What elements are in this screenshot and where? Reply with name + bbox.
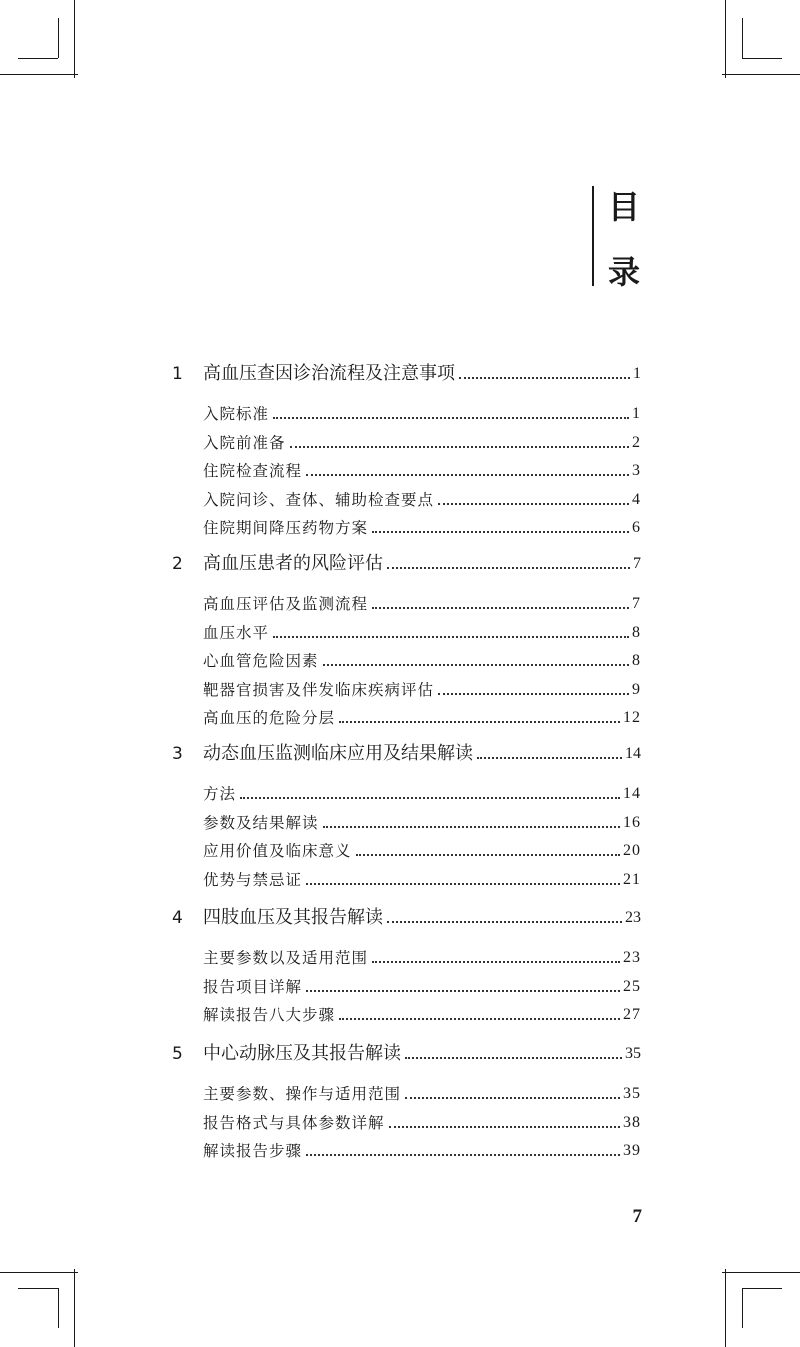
section-title: 住院期间降压药物方案: [203, 519, 369, 537]
section-line: [203, 400, 641, 428]
toc-section-entry[interactable]: [0, 944, 800, 972]
toc-section-entry[interactable]: [0, 837, 800, 865]
section-title: 解读报告八大步骤: [203, 1006, 336, 1024]
section-page-number: 1: [632, 405, 641, 422]
section-page-number: 23: [623, 949, 641, 966]
section-page-number: 39: [623, 1142, 641, 1159]
chapter-number: 5: [172, 1044, 183, 1064]
toc-section-entry[interactable]: [0, 429, 800, 457]
page-title-char-2: 录: [607, 253, 640, 291]
section-line: [203, 647, 641, 675]
section-page-number: 20: [623, 842, 641, 859]
leader-dots: [372, 607, 629, 609]
chapter-title: 动态血压监测临床应用及结果解读: [203, 743, 473, 764]
page-title-char-1: 目: [607, 188, 640, 226]
section-page-number: 8: [632, 652, 641, 669]
section-line: [203, 514, 641, 542]
section-page-number: 21: [623, 870, 641, 888]
section-line: [203, 780, 641, 808]
chapter-line: [203, 360, 641, 388]
section-page-number: 3: [632, 462, 641, 479]
page-number: 7: [632, 1206, 642, 1227]
section-title: 入院标准: [203, 405, 270, 423]
section-line: [203, 457, 641, 485]
chapter-number: 3: [172, 744, 183, 764]
section-line: [203, 1109, 641, 1137]
section-title: 入院前准备: [203, 433, 286, 452]
section-line: [203, 676, 641, 704]
section-line: [203, 1137, 641, 1165]
chapter-page-number: 35: [625, 1045, 641, 1062]
leader-dots: [240, 797, 620, 799]
chapter-line: [203, 740, 641, 768]
section-line: [203, 1001, 641, 1029]
leader-dots: [306, 474, 629, 476]
title-rule: [592, 186, 594, 286]
leader-dots: [306, 883, 620, 885]
leader-dots: [459, 377, 630, 379]
toc-section-entry[interactable]: [0, 676, 800, 704]
chapter-line: [203, 550, 641, 578]
leader-dots: [273, 417, 629, 419]
chapter-title: 中心动脉压及其报告解读: [203, 1043, 401, 1064]
section-page-number: 38: [623, 1113, 641, 1131]
section-title: 靶器官损害及伴发临床疾病评估: [203, 680, 435, 699]
section-title: 主要参数、操作与适用范围: [203, 1085, 402, 1103]
section-line: [203, 429, 641, 457]
leader-dots: [306, 1154, 620, 1156]
leader-dots: [339, 721, 620, 723]
toc-section-entry[interactable]: [0, 704, 800, 732]
section-page-number: 8: [632, 623, 641, 641]
section-page-number: 9: [632, 680, 641, 698]
section-page-number: 2: [632, 433, 641, 451]
chapter-line: [203, 1040, 641, 1068]
chapter-page-number: 7: [633, 555, 641, 572]
toc-section-entry[interactable]: [0, 866, 800, 894]
section-title: 入院问诊、查体、辅助检查要点: [203, 490, 435, 509]
section-line: [203, 866, 641, 894]
toc-chapter-entry[interactable]: [0, 740, 800, 768]
toc-section-entry[interactable]: [0, 619, 800, 647]
section-line: [203, 704, 641, 732]
toc-section-entry[interactable]: [0, 1080, 800, 1108]
leader-dots: [405, 1057, 622, 1059]
section-title: 参数及结果解读: [203, 813, 319, 832]
chapter-number: 1: [172, 364, 183, 384]
section-line: [203, 590, 641, 618]
section-page-number: 16: [623, 813, 641, 831]
toc-section-entry[interactable]: [0, 1137, 800, 1165]
leader-dots: [339, 1018, 620, 1020]
chapter-number: 2: [172, 554, 183, 574]
chapter-title: 四肢血压及其报告解读: [203, 907, 383, 928]
section-page-number: 4: [632, 490, 641, 508]
toc-section-entry[interactable]: [0, 590, 800, 618]
section-page-number: 27: [623, 1006, 641, 1023]
chapter-page-number: 1: [633, 365, 641, 382]
chapter-line: [203, 904, 641, 932]
toc-chapter-entry[interactable]: [0, 360, 800, 388]
section-title: 心血管危险因素: [203, 652, 319, 670]
toc-section-entry[interactable]: [0, 486, 800, 514]
section-title: 高血压的危险分层: [203, 709, 336, 727]
section-title: 应用价值及临床意义: [203, 842, 352, 860]
leader-dots: [389, 1126, 620, 1128]
section-line: [203, 1080, 641, 1108]
leader-dots: [372, 531, 629, 533]
toc-section-entry[interactable]: [0, 1001, 800, 1029]
chapter-number: 4: [172, 908, 183, 928]
leader-dots: [290, 446, 629, 448]
section-page-number: 12: [623, 709, 641, 726]
leader-dots: [405, 1097, 620, 1099]
section-page-number: 6: [632, 519, 641, 536]
section-title: 血压水平: [203, 623, 270, 642]
toc-chapter-entry[interactable]: [0, 1040, 800, 1068]
chapter-page-number: 14: [625, 745, 641, 762]
toc-section-entry[interactable]: [0, 973, 800, 1001]
leader-dots: [306, 990, 620, 992]
section-title: 优势与禁忌证: [203, 870, 303, 889]
leader-dots: [323, 664, 629, 666]
toc-section-entry[interactable]: [0, 1109, 800, 1137]
section-page-number: 14: [623, 785, 641, 802]
section-title: 主要参数以及适用范围: [203, 949, 369, 967]
toc-section-entry[interactable]: [0, 780, 800, 808]
section-line: [203, 837, 641, 865]
leader-dots: [273, 636, 629, 638]
chapter-page-number: 23: [625, 909, 641, 926]
section-line: [203, 619, 641, 647]
section-title: 住院检查流程: [203, 462, 303, 480]
section-title: 高血压评估及监测流程: [203, 595, 369, 613]
leader-dots: [387, 921, 622, 923]
leader-dots: [372, 961, 620, 963]
toc-section-entry[interactable]: [0, 647, 800, 675]
section-title: 报告格式与具体参数详解: [203, 1113, 385, 1132]
chapter-title: 高血压患者的风险评估: [203, 553, 383, 574]
leader-dots: [438, 503, 629, 505]
section-title: 方法: [203, 785, 237, 803]
toc-section-entry[interactable]: [0, 457, 800, 485]
section-title: 解读报告步骤: [203, 1142, 303, 1160]
section-title: 报告项目详解: [203, 977, 303, 996]
section-line: [203, 973, 641, 1001]
toc-chapter-entry[interactable]: [0, 550, 800, 578]
section-page-number: 7: [632, 595, 641, 612]
toc-section-entry[interactable]: [0, 809, 800, 837]
toc-section-entry[interactable]: [0, 514, 800, 542]
leader-dots: [477, 757, 622, 759]
leader-dots: [323, 826, 620, 828]
leader-dots: [387, 567, 630, 569]
leader-dots: [438, 693, 629, 695]
leader-dots: [356, 854, 620, 856]
chapter-title: 高血压查因诊治流程及注意事项: [203, 363, 455, 384]
toc-chapter-entry[interactable]: [0, 904, 800, 932]
toc-section-entry[interactable]: [0, 400, 800, 428]
section-line: [203, 809, 641, 837]
section-page-number: 35: [623, 1085, 641, 1102]
section-line: [203, 486, 641, 514]
section-page-number: 25: [623, 977, 641, 995]
section-line: [203, 944, 641, 972]
